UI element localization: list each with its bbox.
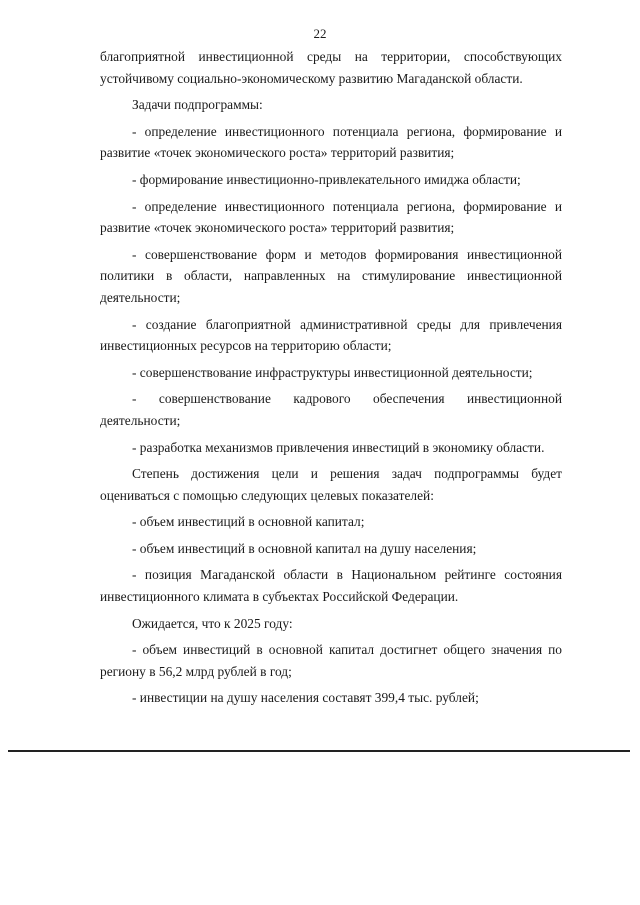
list-item: - позиция Магаданской области в Национальном рейтинге состояния инвестиционного климата в субъектах Российской Федерации. [100, 567, 562, 605]
paragraph: Ожидается, что к 2025 году: [132, 615, 293, 631]
list-item: - формирование инвестиционно-привлекательного имиджа области; [132, 171, 521, 187]
paragraph: Степень достижения цели и решения задач подпрограммы будет оцениваться с помощью следующих целевых показателей: [100, 466, 562, 503]
bottom-divider [8, 750, 630, 752]
document-body [100, 46, 562, 709]
list-item: - объем инвестиций в основной капитал; [132, 514, 365, 530]
list-item: - определение инвестиционного потенциала региона, формирование и развитие «точек экономического роста» территорий развития; [100, 123, 562, 161]
list-item: - определение инвестиционного потенциала региона, формирование и развитие «точек экономического роста» территорий развития; [100, 198, 562, 236]
paragraph: благоприятной инвестиционной среды на территории, способствующих устойчивому социально-экономическому развитию Магаданской области. [100, 49, 562, 86]
list-item: - создание благоприятной административной среды для привлечения инвестиционных ресурсов на территорию области; [100, 316, 562, 354]
list-item: - инвестиции на душу населения составят 399,4 тыс. рублей; [132, 690, 479, 706]
page-number: 22 [313, 26, 327, 41]
paragraph: Задачи подпрограммы: [132, 97, 263, 113]
list-item: - объем инвестиций в основной капитал на душу населения; [132, 540, 477, 556]
list-item: - разработка механизмов привлечения инвестиций в экономику области. [132, 439, 545, 455]
list-item: - совершенствование форм и методов формирования инвестиционной политики в области, направленных на стимулирование инвестиционной деятельности; [100, 246, 562, 305]
list-item: - совершенствование кадрового обеспечения инвестиционной деятельности; [100, 391, 562, 428]
list-item: - объем инвестиций в основной капитал достигнет общего значения по региону в 56,2 млрд рублей в год; [100, 642, 562, 679]
list-item: - совершенствование инфраструктуры инвестиционной деятельности; [132, 364, 533, 380]
